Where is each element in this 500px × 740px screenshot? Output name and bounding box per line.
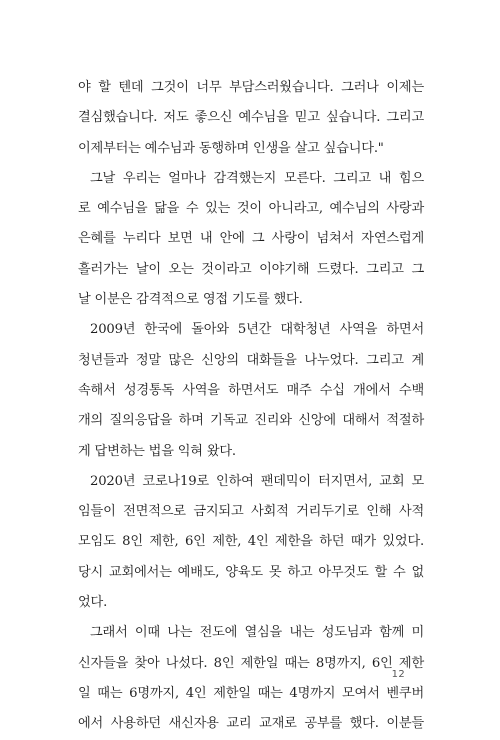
- paragraph-5: [78, 618, 424, 739]
- text-line: 었다.: [78, 595, 108, 611]
- text-line: 그날 우리는 얼마나 감격했는지 모른다. 그리고 내 힘으: [90, 170, 424, 186]
- text-line: 속해서 성경통독 사역을 하면서도 매주 수십 개에서 수백: [78, 382, 424, 398]
- text-line: 임들이 전면적으로 금지되고 사회적 거리두기로 인해 사적: [78, 504, 424, 520]
- text-line: 모임도 8인 제한, 6인 제한, 4인 제한을 하던 때가 있었다.: [78, 534, 424, 550]
- paragraph-2: [78, 164, 424, 315]
- paragraph-1: [78, 73, 424, 164]
- text-line: 결심했습니다. 저도 좋으신 예수님을 믿고 싶습니다. 그리고: [78, 110, 424, 126]
- text-line: 이제부터는 예수님과 동행하며 인생을 살고 싶습니다.": [78, 140, 384, 156]
- text-line: 게 답변하는 법을 익혀 왔다.: [78, 443, 236, 459]
- text-line: 날 이분은 감격적으로 영접 기도를 했다.: [78, 292, 303, 308]
- text-line: 야 할 텐데 그것이 너무 부담스러웠습니다. 그러나 이제는: [78, 80, 424, 95]
- text-line: 개의 질의응답을 하며 기독교 진리와 신앙에 대해서 적절하: [78, 413, 424, 429]
- text-line: 2020년 코로나19로 인하여 팬데믹이 터지면서, 교회 모: [90, 473, 424, 489]
- text-line: 그래서 이때 나는 전도에 열심을 내는 성도님과 함께 미: [90, 625, 424, 641]
- page-number: 12: [391, 669, 405, 680]
- text-line: 일 때는 6명까지, 4인 제한일 때는 4명까지 모여서 벤쿠버: [78, 685, 424, 701]
- text-line: 은혜를 누리다 보면 내 안에 그 사랑이 넘쳐서 자연스럽게: [78, 231, 424, 247]
- text-line: 로 예수님을 닮을 수 있는 것이 아니라고, 예수님의 사랑과: [78, 201, 424, 217]
- paragraph-3: [78, 315, 424, 466]
- text-line: 청년들과 정말 많은 신앙의 대화들을 나누었다. 그리고 계: [78, 352, 424, 368]
- text-line: 2009년 한국에 돌아와 5년간 대학청년 사역을 하면서: [90, 322, 424, 338]
- text-line: 에서 사용하던 새신자용 교리 교재로 공부를 했다. 이분들: [78, 716, 424, 732]
- paragraph-4: [78, 467, 424, 618]
- text-line: 당시 교회에서는 예배도, 양육도 못 하고 아무것도 할 수 없: [78, 564, 424, 580]
- body-text: [78, 73, 424, 740]
- text-line: 신자들을 찾아 나섰다. 8인 제한일 때는 8명까지, 6인 제한: [78, 655, 424, 671]
- text-line: 흘러가는 날이 오는 것이라고 이야기해 드렸다. 그리고 그: [78, 261, 424, 277]
